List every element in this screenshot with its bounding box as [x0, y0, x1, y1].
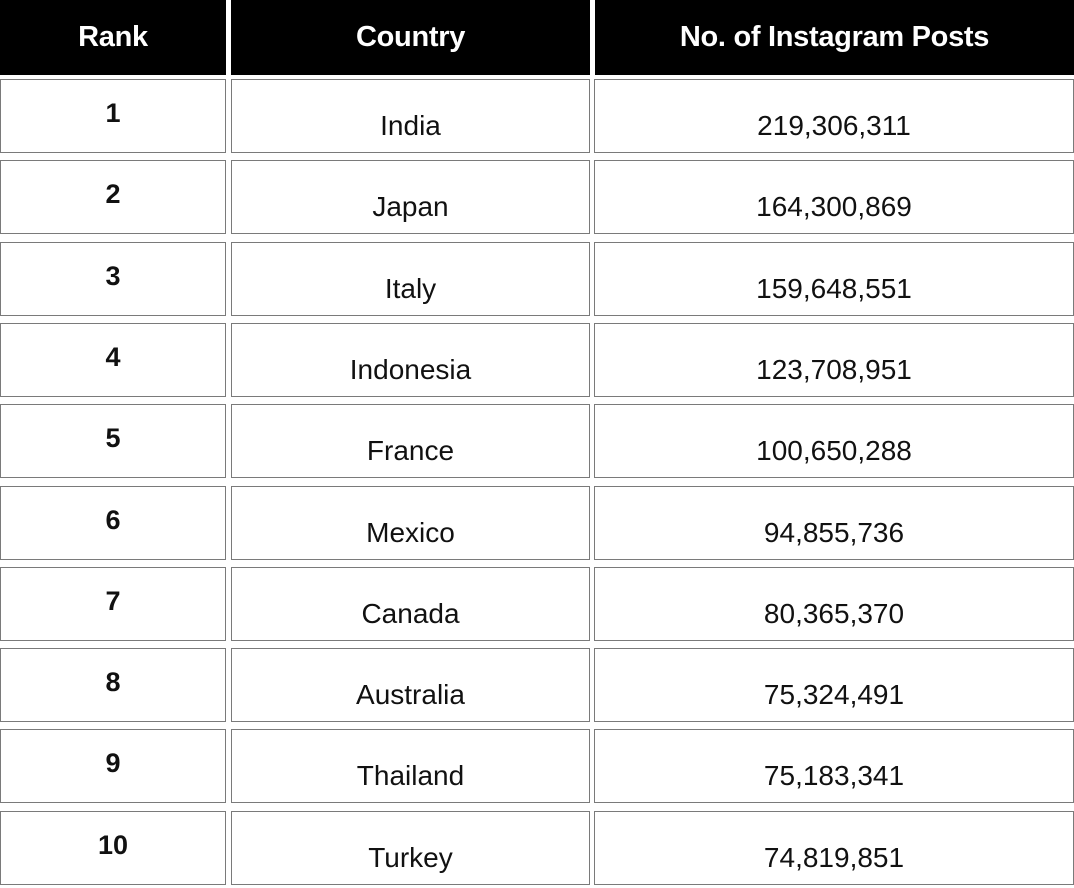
- country-cell: Australia: [231, 648, 590, 722]
- country-cell: Mexico: [231, 486, 590, 560]
- country-cell: France: [231, 404, 590, 478]
- country-cell: Turkey: [231, 811, 590, 885]
- column-header-country: Country: [355, 21, 466, 53]
- rank-cell: 6: [0, 486, 226, 560]
- country-cell: India: [231, 79, 590, 153]
- rank-cell: 5: [0, 404, 226, 478]
- country-cell: Indonesia: [231, 323, 590, 397]
- rank-cell: 2: [0, 160, 226, 234]
- posts-cell: 74,819,851: [594, 811, 1074, 885]
- posts-cell: 80,365,370: [594, 567, 1074, 641]
- table-row: [0, 563, 1074, 644]
- posts-cell: 159,648,551: [594, 242, 1074, 316]
- table-row: [0, 725, 1074, 806]
- table-row: [0, 400, 1074, 481]
- posts-cell: 94,855,736: [594, 486, 1074, 560]
- table-row: [0, 238, 1074, 319]
- posts-cell: 219,306,311: [594, 79, 1074, 153]
- rank-cell: 7: [0, 567, 226, 641]
- rank-cell: 3: [0, 242, 226, 316]
- rank-cell: 9: [0, 729, 226, 803]
- table-row: [0, 807, 1074, 888]
- table-header: [0, 0, 1074, 75]
- rank-cell: 10: [0, 811, 226, 885]
- country-cell: Canada: [231, 567, 590, 641]
- posts-cell: 123,708,951: [594, 323, 1074, 397]
- posts-cell: 164,300,869: [594, 160, 1074, 234]
- rank-cell: 4: [0, 323, 226, 397]
- column-header-posts: No. of Instagram Posts: [679, 21, 990, 53]
- country-cell: Japan: [231, 160, 590, 234]
- posts-cell: 75,324,491: [594, 648, 1074, 722]
- rank-cell: 1: [0, 79, 226, 153]
- country-cell: Italy: [231, 242, 590, 316]
- table-row: [0, 644, 1074, 725]
- column-header-rank: Rank: [78, 21, 148, 53]
- table-row: [0, 75, 1074, 156]
- rank-cell: 8: [0, 648, 226, 722]
- posts-cell: 75,183,341: [594, 729, 1074, 803]
- table-row: [0, 156, 1074, 237]
- table-row: [0, 482, 1074, 563]
- country-cell: Thailand: [231, 729, 590, 803]
- table-row: [0, 319, 1074, 400]
- posts-cell: 100,650,288: [594, 404, 1074, 478]
